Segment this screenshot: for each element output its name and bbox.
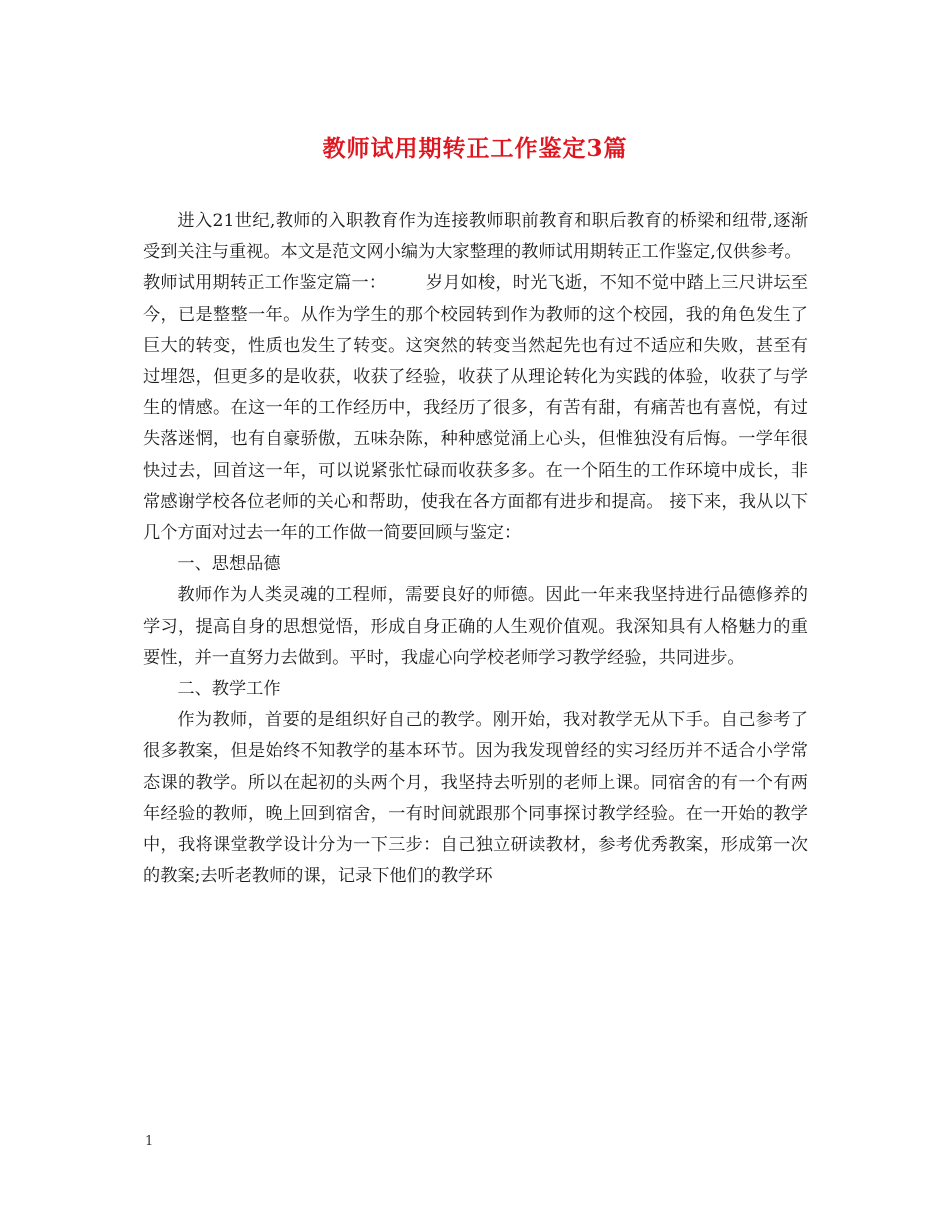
- section2-paragraph: 作为教师，首要的是组织好自己的教学。刚开始，我对教学无从下手。自己参考了很多教案，但是始终不知教学的基本环节。因为我发现曾经的实习经历并不适合小学常态课的教学。所以在起初的头两个月，我坚持去听别的老师上课。同宿舍的有一个有两年经验的教师，晚上回到宿舍，一有时间就跟那个同事探讨教学经验。在一开始的教学中，我将课堂教学设计分为一下三步：自己独立研读教材，参考优秀教案，形成第一次的教案;去听老教师的课，记录下他们的教学环: [143, 710, 808, 887]
- part1-body: 岁月如梭，时光飞逝，不知不觉中踏上三尺讲坛至今，已是整整一年。从作为学生的那个校园转到作为教师的这个校园，我的角色发生了巨大的转变，性质也发生了转变。这突然的转变当然起先也有过不适应和失败，甚至有过埋怨，但更多的是收获，收获了经验，收获了从理论转化为实践的体验，收获了与学生的情感。在这一年的工作经历中，我经历了很多，有苦有甜，有痛苦也有喜悦，有过失落迷惘，也有自豪骄傲，五味杂陈，种种感觉涌上心头，但惟独没有后悔。一学年很快过去，回首这一年，可以说紧张忙碌而收获多多。在一个陌生的工作环境中成长，非常感谢学校各位老师的关心和帮助，使我在各方面都有进步和提高。 接下来，我从以下几个方面对过去一年的工作做一简要回顾与鉴定：: [143, 273, 808, 544]
- section1-paragraph: 教师作为人类灵魂的工程师，需要良好的师德。因此一年来我坚持进行品德修养的学习，提高自身的思想觉悟，形成自身正确的人生观价值观。我深知具有人格魅力的重要性，并一直努力去做到。平时，我虚心向学校老师学习教学经验，共同进步。: [143, 585, 808, 668]
- document-title: 教师试用期转正工作鉴定3篇: [322, 135, 628, 162]
- section2-heading: 二、教学工作: [177, 679, 281, 700]
- part1-paragraph: [143, 268, 808, 549]
- intro-paragraph: 进入21世纪,教师的入职教育作为连接教师职前教育和职后教育的桥梁和纽带,逐渐受到关注与重视。本文是范文网小编为大家整理的教师试用期转正工作鉴定,仅供参考。: [143, 211, 808, 263]
- document-body: [143, 206, 808, 892]
- page-number: 1: [145, 1134, 154, 1149]
- part1-heading: 教师试用期转正工作鉴定篇一：: [143, 273, 387, 294]
- section1-heading: 一、思想品德: [177, 554, 281, 575]
